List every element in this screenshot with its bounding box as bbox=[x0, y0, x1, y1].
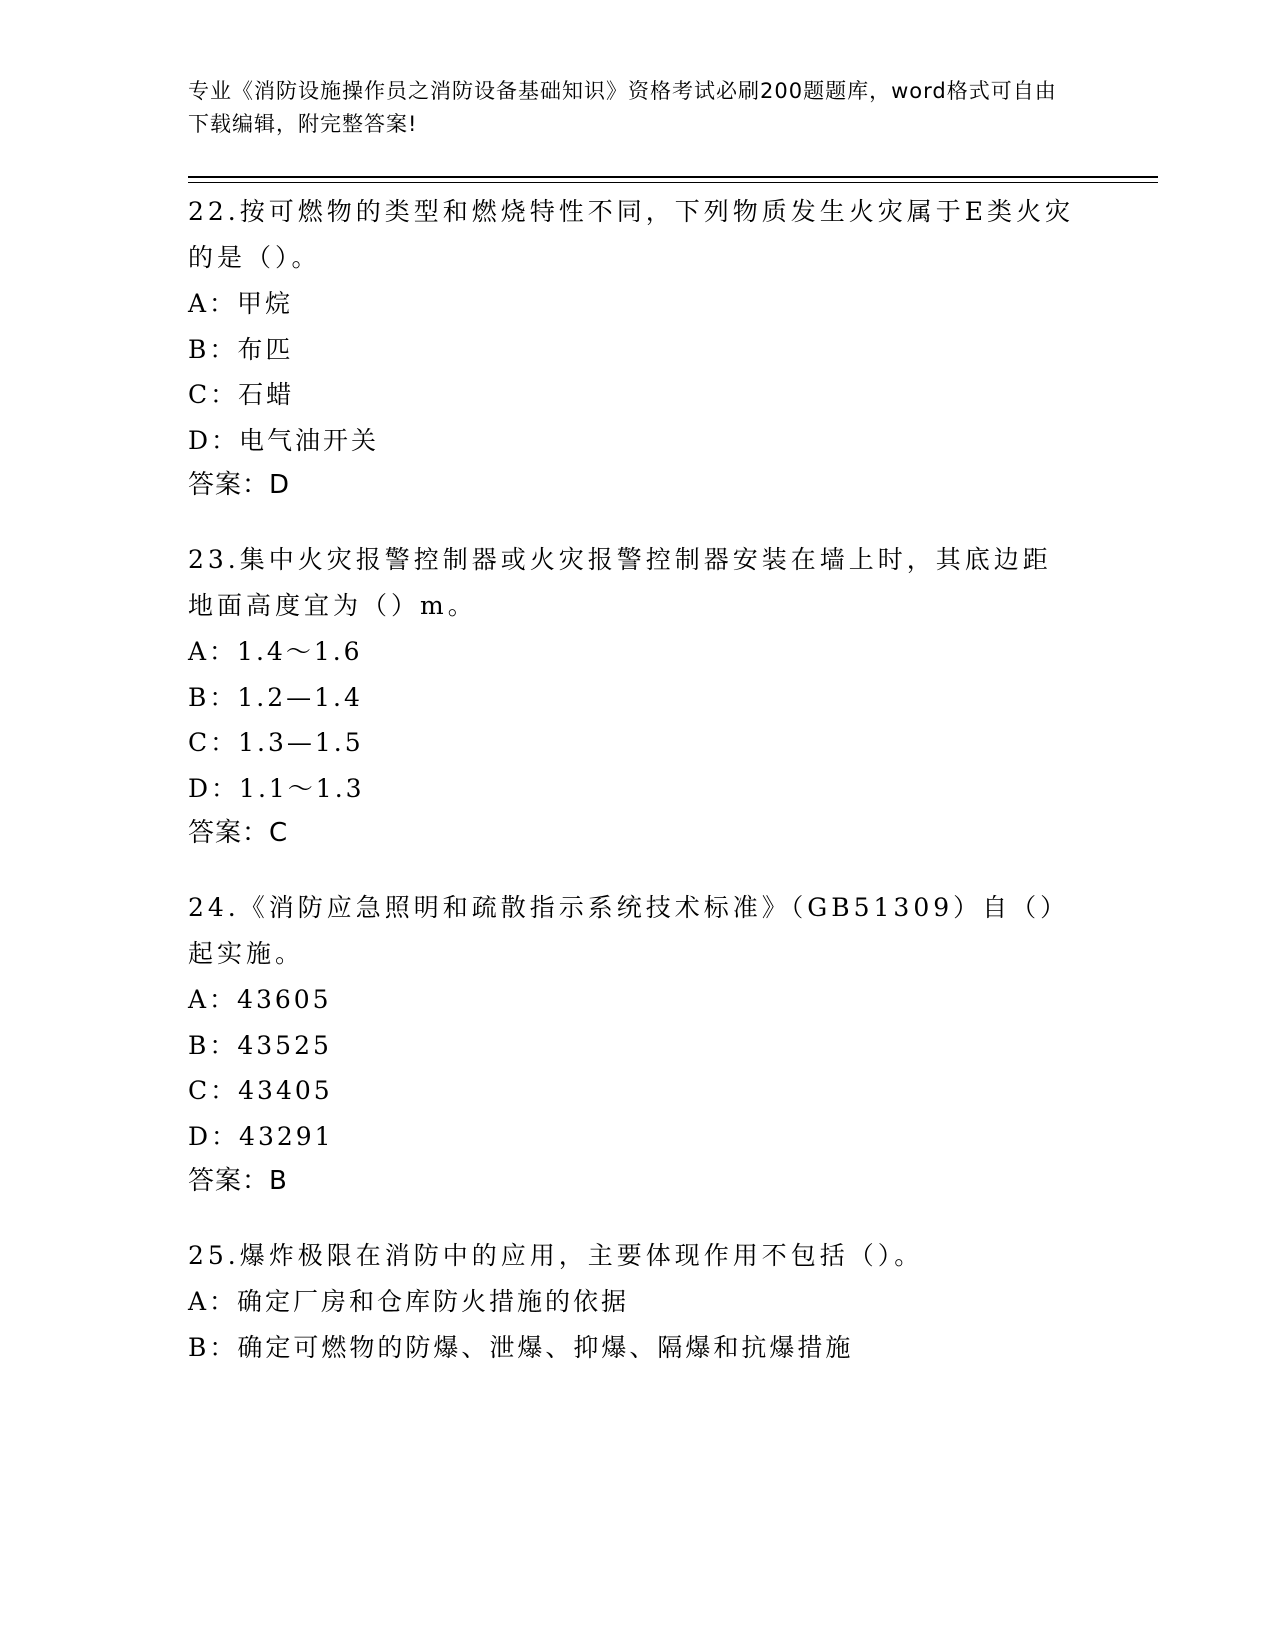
option-a: A：确定厂房和仓库防火措施的依据 bbox=[188, 1287, 630, 1316]
option-a: A：甲烷 bbox=[188, 289, 294, 318]
option-b: B：1.2—1.4 bbox=[188, 682, 363, 712]
question-list bbox=[188, 189, 1078, 1399]
option-b: B：布匹 bbox=[188, 334, 294, 364]
option-a: A：43605 bbox=[188, 985, 332, 1014]
option-b: B：确定可燃物的防爆、泄爆、抑爆、隔爆和抗爆措施 bbox=[188, 1332, 854, 1362]
answer-line: 答案：D bbox=[188, 470, 291, 500]
option-c: C：1.3—1.5 bbox=[188, 728, 364, 757]
option-c: C：石蜡 bbox=[188, 380, 295, 409]
option-d: D：43291 bbox=[188, 1121, 334, 1151]
question-stem: 24.《消防应急照明和疏散指示系统技术标准》（GB51309）自（）起实施。 bbox=[188, 893, 1070, 968]
question-25 bbox=[188, 1233, 1078, 1370]
question-23 bbox=[188, 537, 1078, 856]
question-24 bbox=[188, 885, 1078, 1204]
answer-line: 答案：C bbox=[188, 818, 289, 848]
question-stem: 23.集中火灾报警控制器或火灾报警控制器安装在墙上时，其底边距地面高度宜为（）m。 bbox=[188, 545, 1052, 620]
document-header: 专业《消防设施操作员之消防设备基础知识》资格考试必刷200题题库，word格式可自由下载编辑，附完整答案! bbox=[188, 79, 1057, 136]
option-c: C：43405 bbox=[188, 1076, 333, 1105]
question-22 bbox=[188, 189, 1078, 508]
answer-line: 答案：B bbox=[188, 1166, 288, 1196]
question-stem: 22.按可燃物的类型和燃烧特性不同，下列物质发生火灾属于E类火灾的是（）。 bbox=[188, 197, 1075, 272]
header-divider-thick bbox=[188, 176, 1158, 178]
option-a: A：1.4～1.6 bbox=[188, 637, 363, 666]
option-b: B：43525 bbox=[188, 1030, 332, 1060]
header-divider-thin bbox=[188, 182, 1158, 183]
option-d: D：电气油开关 bbox=[188, 425, 380, 455]
option-d: D：1.1～1.3 bbox=[188, 773, 365, 803]
question-stem: 25.爆炸极限在消防中的应用，主要体现作用不包括（）。 bbox=[188, 1241, 924, 1270]
